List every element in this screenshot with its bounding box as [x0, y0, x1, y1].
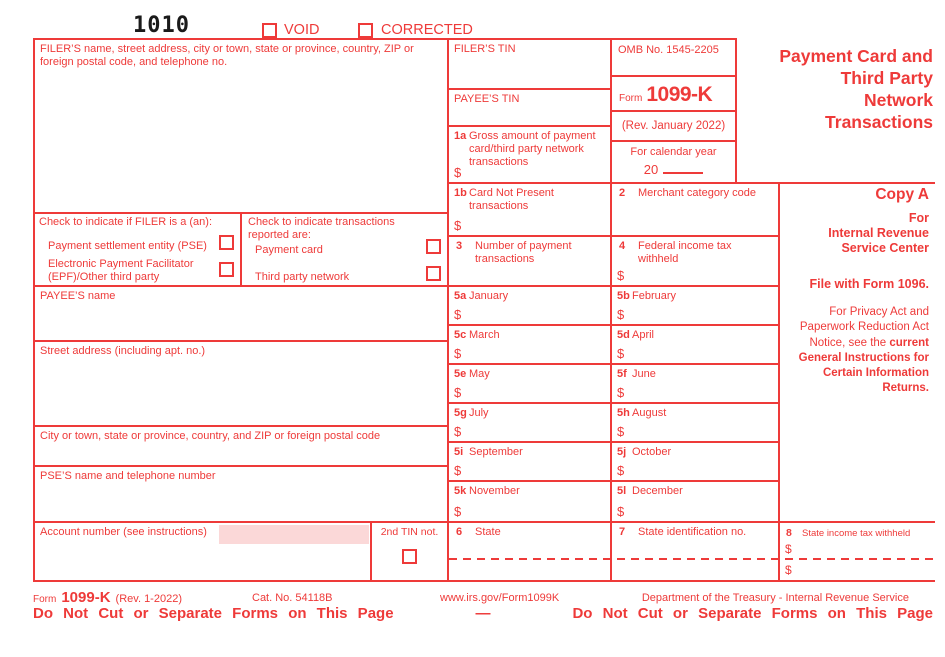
dollar-sign: $ [454, 165, 462, 180]
omb-label: OMB No. 1545-2205 [618, 44, 719, 56]
box-5j-october [610, 441, 780, 482]
calendar-year-prefix: 20 [643, 161, 659, 177]
corrected-label: CORRECTED [381, 22, 473, 38]
box-number: 5h [617, 407, 630, 419]
filer-type-check-box [33, 212, 242, 287]
box-number: 8 [786, 527, 792, 539]
box-label: State income tax withheld [802, 528, 911, 539]
corrected-checkbox[interactable] [358, 23, 373, 38]
irs-url[interactable]: www.irs.gov/Form1099K [440, 592, 560, 604]
dollar-sign: $ [454, 463, 462, 478]
filer-tin-label: FILER’S TIN [454, 43, 516, 55]
box-5f-june [610, 363, 780, 404]
box-number: 5k [454, 485, 467, 497]
dollar-sign: $ [617, 424, 625, 439]
account-number-box [33, 521, 372, 582]
dollar-sign: $ [454, 424, 462, 439]
void-label: VOID [284, 22, 320, 38]
box-number: 5f [617, 368, 627, 380]
dollar-sign: $ [454, 346, 462, 361]
footer-form-id: Form 1099-K (Rev. 1-2022) [33, 589, 182, 606]
dollar-sign: $ [617, 307, 625, 322]
box-label: State [475, 526, 501, 538]
third-party-option-label: Third party network [255, 271, 350, 283]
form-number-box [610, 75, 737, 112]
form-print-code: 1010 [133, 13, 190, 38]
state-row-dashed-divider [449, 558, 933, 560]
box-7-state-id [610, 521, 780, 582]
catalog-number: Cat. No. 54118B [252, 592, 333, 604]
dollar-sign: $ [785, 542, 792, 556]
pse-name-label: PSE’S name and telephone number [40, 470, 216, 482]
payee-tin-label: PAYEE’S TIN [454, 93, 520, 105]
box-number: 5d [617, 329, 630, 341]
box-number: 5i [454, 446, 464, 458]
box-label: October [632, 446, 672, 458]
box-number: 5e [454, 368, 467, 380]
filer-tin-box [447, 38, 612, 90]
box-label: July [469, 407, 489, 419]
box-number: 3 [456, 240, 463, 252]
dollar-sign: $ [617, 346, 625, 361]
box-label: Card Not Present transactions [469, 187, 554, 212]
pse-name-box [33, 465, 449, 523]
box-label: June [632, 368, 656, 380]
box-number: 5c [454, 329, 467, 341]
dash-separator: — [475, 605, 491, 622]
filer-info-box [33, 38, 449, 214]
box-5g-july [447, 402, 612, 443]
dollar-sign: $ [454, 504, 462, 519]
privacy-act-note: For Privacy Act and Paperwork Reduction Act Notice, see the current General Instructions for Certain Information Returns. [798, 306, 929, 395]
city-box [33, 425, 449, 467]
revision-label: (Rev. January 2022) [621, 120, 726, 132]
dollar-sign: $ [617, 504, 625, 519]
pse-checkbox[interactable] [219, 235, 234, 250]
payment-card-checkbox[interactable] [426, 239, 441, 254]
box-label: Federal income tax withheld [638, 240, 732, 265]
box-2-merchant-category [610, 182, 780, 237]
calendar-year-label: For calendar year [630, 146, 717, 158]
box-3-number-of-transactions [447, 235, 612, 287]
box-number: 5l [617, 485, 627, 497]
do-not-cut-banner: Do Not Cut or Separate Forms on This Page — Do Not Cut or Separate Forms on This Page [33, 605, 933, 622]
transactions-check-box [240, 212, 449, 287]
box-1b-card-not-present [447, 182, 612, 237]
box-number: 5a [454, 290, 467, 302]
street-address-box [33, 340, 449, 427]
box-label: State identification no. [638, 526, 747, 538]
box-5e-may [447, 363, 612, 404]
revision-box [610, 110, 737, 142]
copy-a-text-block [780, 186, 929, 397]
street-address-label: Street address (including apt. no.) [40, 345, 206, 357]
payee-tin-box [447, 88, 612, 127]
box-5a-january [447, 285, 612, 326]
dollar-sign: $ [617, 385, 625, 400]
box-label: April [632, 329, 655, 341]
second-tin-checkbox[interactable] [402, 549, 417, 564]
box-label: Gross amount of payment card/third party network transactions [469, 130, 596, 168]
box-8-state-tax-withheld [778, 521, 935, 582]
box-label: August [632, 407, 667, 419]
treasury-label: Department of the Treasury - Internal Revenue Service [641, 592, 909, 604]
box-number: 2 [619, 187, 626, 199]
void-checkbox[interactable] [262, 23, 277, 38]
box-5h-august [610, 402, 780, 443]
box-label: September [469, 446, 523, 458]
form-number: 1099-K [646, 83, 713, 106]
account-number-field[interactable] [219, 525, 369, 544]
file-with-note: File with Form 1096. [809, 277, 929, 291]
box-5c-march [447, 324, 612, 365]
pse-option-label: Payment settlement entity (PSE) [48, 240, 207, 252]
box-5k-november [447, 480, 612, 523]
box-label: November [469, 485, 520, 497]
copy-a-title: Copy A [875, 186, 929, 203]
epf-option-label: Electronic Payment Facilitator (EPF)/Other third party [48, 258, 194, 283]
second-tin-label: 2nd TIN not. [380, 526, 439, 538]
box-4-federal-tax-withheld [610, 235, 780, 287]
box-label: May [469, 368, 490, 380]
transactions-heading: Check to indicate transactions reported are: [248, 216, 395, 241]
box-number: 4 [619, 240, 626, 252]
box-number: 7 [619, 526, 626, 538]
box-label: Merchant category code [638, 187, 757, 199]
filer-type-heading: Check to indicate if FILER is a (an): [39, 216, 213, 228]
box-5i-september [447, 441, 612, 482]
dollar-sign: $ [785, 563, 792, 577]
third-party-checkbox[interactable] [426, 266, 441, 281]
omb-box [610, 38, 737, 77]
form-word: Form [619, 93, 643, 104]
box-number: 1b [454, 187, 467, 199]
calendar-year-blank[interactable] [663, 161, 703, 174]
dollar-sign: $ [454, 385, 462, 400]
box-number: 1a [454, 130, 467, 142]
account-number-label: Account number (see instructions) [40, 526, 207, 538]
box-label: March [469, 329, 500, 341]
box-5d-april [610, 324, 780, 365]
box-5l-december [610, 480, 780, 523]
payee-name-label: PAYEE’S name [40, 290, 116, 302]
dollar-sign: $ [617, 268, 625, 283]
form-title: Payment Card and Third Party Network Transactions [779, 46, 933, 133]
box-5b-february [610, 285, 780, 326]
city-label: City or town, state or province, country, and ZIP or foreign postal code [40, 430, 381, 442]
dollar-sign: $ [617, 463, 625, 478]
box-label: February [632, 290, 677, 302]
box-label: Number of payment transactions [475, 240, 572, 265]
payee-name-box [33, 285, 449, 342]
box-number: 6 [456, 526, 463, 538]
box-number: 5j [617, 446, 627, 458]
filer-info-label: FILER’S name, street address, city or town, state or province, country, ZIP or foreign postal code, and telephone no. [40, 43, 414, 68]
dollar-sign: $ [454, 218, 462, 233]
box-number: 5b [617, 290, 630, 302]
copy-a-recipient: For Internal Revenue Service Center [828, 211, 929, 255]
calendar-year-box [610, 140, 737, 184]
dollar-sign: $ [454, 307, 462, 322]
second-tin-box [370, 521, 449, 582]
box-1a-gross-amount [447, 125, 612, 184]
box-6-state [447, 521, 612, 582]
box-number: 5g [454, 407, 467, 419]
epf-checkbox[interactable] [219, 262, 234, 277]
box-label: December [632, 485, 683, 497]
box-label: January [469, 290, 509, 302]
payment-card-option-label: Payment card [255, 244, 323, 256]
